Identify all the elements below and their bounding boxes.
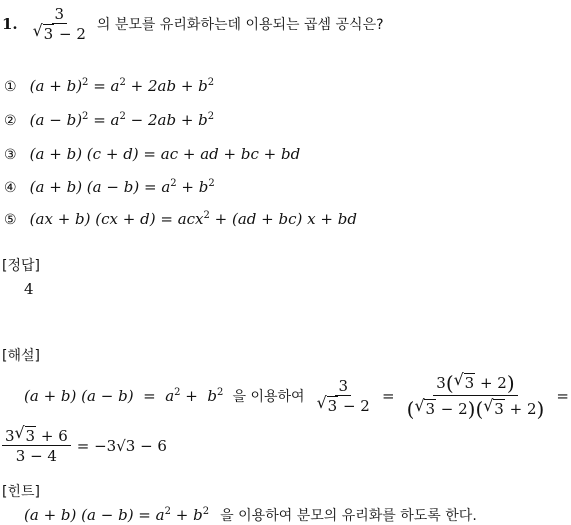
explanation-text: 을 이용하여 [232, 389, 305, 405]
choice-marker: ① [4, 79, 17, 95]
explanation-formula: (a + b) $(a - b) = a^2 + b^2$ [24, 387, 224, 405]
choice-4[interactable] [4, 177, 215, 196]
choice-2[interactable] [4, 110, 214, 129]
choice-formula: $(a + b)^2 = a^2 + 2ab + b^2$ [29, 77, 215, 95]
choice-5[interactable] [4, 209, 357, 228]
choice-1[interactable] [4, 76, 214, 95]
explanation-label: [해설] [2, 348, 40, 364]
answer-value: 4 [24, 280, 34, 298]
choice-formula: (a + b) $(a - b) = a^2 + b^2$ [29, 178, 215, 196]
hint-formula: (a + b) $(a - b) = a^2 + b^2$ [24, 506, 210, 524]
explanation-frac-1: 3 √ 3 − 2 [316, 376, 370, 415]
explanation-frac-2: 3( √ 3 + 2) ( √ 3 − 2)( √ 3 + 2) [406, 369, 545, 421]
choice-marker: ⑤ [4, 212, 17, 228]
choice-formula: $(a - b)^2 = a^2 - 2ab + b^2$ [29, 111, 215, 129]
explanation-result: = −3√3 − 6 [76, 437, 167, 455]
choice-3[interactable] [4, 144, 300, 163]
hint-text: 을 이용하여 분모의 유리화를 하도록 한다. [220, 508, 477, 524]
hint-line [24, 505, 477, 525]
choice-marker: ④ [4, 180, 17, 196]
question-number: 1. [2, 15, 18, 33]
question-row [2, 2, 384, 46]
question-text: 의 분모를 유리화하는데 이용되는 곱셈 공식은? [96, 17, 384, 33]
hint-label: [힌트] [2, 484, 40, 500]
choice-formula: (a + b) (c + d) = ac + ad + bc + bd [29, 145, 301, 163]
question-fraction: 3 √ 3 − 2 [32, 4, 86, 43]
answer-label: [정답] [2, 258, 40, 274]
explanation-frac-3: 3 √ 3 + 6 3 − 4 [2, 427, 71, 466]
equals-sign: = [556, 387, 569, 405]
choice-formula: (ax + b) (cx + d) = acx$^2$ + (ad + bc) x + bd [29, 210, 357, 228]
equals-sign: = [381, 387, 395, 405]
sqrt-3: √ 3 [32, 20, 54, 43]
question-frac-num: 3 [52, 5, 68, 24]
choice-marker: ② [4, 113, 17, 129]
explanation-line-2 [2, 424, 167, 468]
explanation-line-1 [24, 368, 569, 424]
choice-marker: ③ [4, 147, 17, 163]
